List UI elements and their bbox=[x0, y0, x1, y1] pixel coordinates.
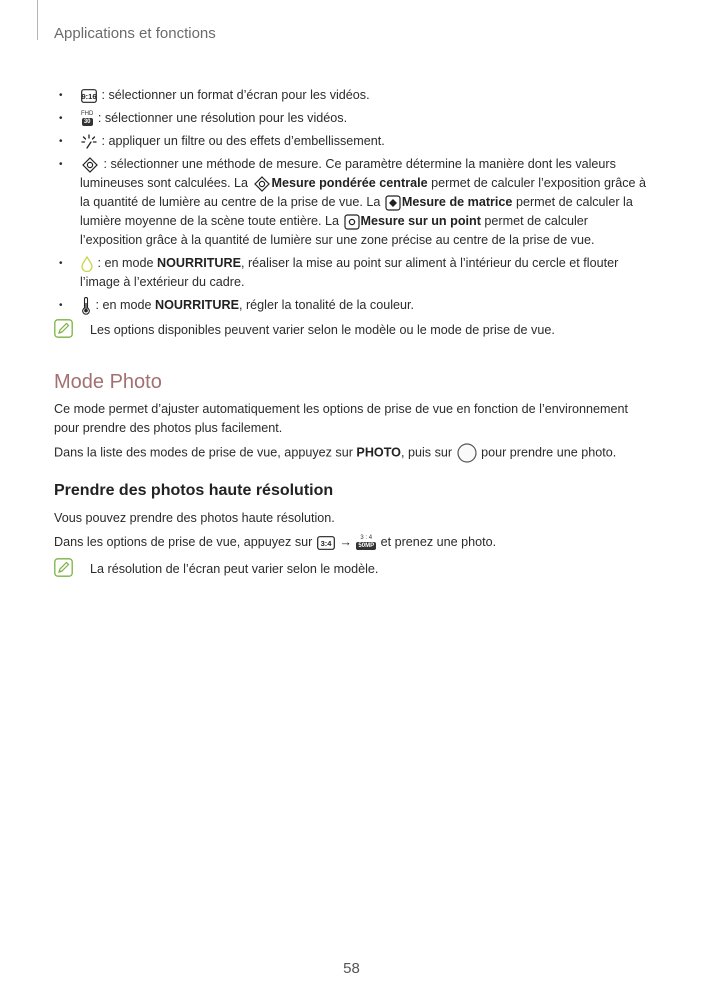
section-intro: Ce mode permet d’ajuster automatiquement les options de prise de vue en fonction de l’environnement pour prendre des photos plus facilement. bbox=[54, 402, 629, 435]
note-text: Les options disponibles peuvent varier selon le modèle ou le mode de prise de vue. bbox=[90, 323, 555, 337]
section-instruction bbox=[54, 443, 650, 463]
subsection-instruction bbox=[54, 533, 650, 552]
bullet-dot: • bbox=[59, 136, 63, 147]
bullet-text: : appliquer un filtre ou des effets d’embellissement. bbox=[98, 134, 385, 148]
subsection-title: Prendre des photos haute résolution bbox=[54, 482, 334, 499]
instruction-text: Dans les options de prise de vue, appuyez sur bbox=[54, 535, 316, 549]
list-item bbox=[54, 296, 650, 315]
page-number: 58 bbox=[343, 960, 360, 977]
mp-badge: 50MP bbox=[358, 543, 375, 550]
instruction-text: et prenez une photo. bbox=[377, 535, 497, 549]
list-item bbox=[54, 254, 650, 292]
list-item bbox=[54, 132, 650, 151]
food-focus-drop-icon bbox=[81, 256, 93, 272]
bullet-text: permet de calculer l’exposition grâce à la quantité de lumière sur une zone précise au centre de la prise de vue. bbox=[80, 214, 595, 247]
bullet-text: : en mode bbox=[94, 256, 158, 270]
ratio-34-label: 3:4 bbox=[320, 538, 332, 548]
matrix-metering-icon bbox=[385, 195, 401, 211]
aspect-ratio-label: 9:16 bbox=[81, 91, 97, 101]
bullet-dot: • bbox=[59, 159, 63, 170]
bullet-dot: • bbox=[59, 113, 63, 124]
bullet-text: : sélectionner un format d’écran pour les vidéos. bbox=[98, 88, 370, 102]
subsection-intro: Vous pouvez prendre des photos haute résolution. bbox=[54, 511, 335, 525]
option-list bbox=[54, 86, 650, 315]
bullet-dot: • bbox=[59, 300, 63, 311]
bullet-text: permet de calculer la lumière moyenne de la scène toute entière. La bbox=[80, 195, 633, 228]
fps-badge: 30 bbox=[83, 119, 91, 126]
note-pencil-icon bbox=[54, 558, 73, 583]
instruction-text: , puis sur bbox=[400, 445, 456, 460]
bullet-text: , réaliser la mise au point sur aliment à l’intérieur du cercle et flouter l’image à l’extérieur du cadre. bbox=[80, 256, 619, 289]
bullet-text: permet de calculer l’exposition grâce à la quantité de lumière au centre de la prise de vue. La bbox=[80, 176, 647, 209]
list-item bbox=[54, 109, 650, 128]
list-item bbox=[54, 155, 650, 250]
page-header: Applications et fonctions bbox=[54, 25, 216, 42]
page-content bbox=[54, 86, 650, 579]
video-resolution-icon bbox=[81, 111, 93, 126]
food-mode-label: NOURRITURE bbox=[157, 256, 241, 270]
note bbox=[54, 560, 650, 579]
center-weighted-label: Mesure pondérée centrale bbox=[271, 176, 428, 190]
aspect-ratio-icon bbox=[81, 89, 97, 103]
resolution-50mp-icon bbox=[356, 535, 376, 550]
spot-metering-label: Mesure sur un point bbox=[360, 214, 481, 228]
bullet-dot: • bbox=[59, 258, 63, 269]
ratio-34-icon bbox=[317, 536, 335, 550]
spot-metering-icon bbox=[344, 214, 360, 230]
note-text: La résolution de l’écran peut varier selon le modèle. bbox=[90, 562, 379, 576]
fhd-label: FHD bbox=[81, 111, 94, 118]
list-item bbox=[54, 86, 650, 105]
photo-mode-label: PHOTO bbox=[356, 445, 401, 460]
bullet-text: : sélectionner une méthode de mesure. Ce paramètre détermine la manière dont les valeurs lumineuses sont calculées. La bbox=[80, 157, 616, 190]
instruction-text: Dans la liste des modes de prise de vue, appuyez sur bbox=[54, 445, 357, 460]
note bbox=[54, 321, 650, 340]
shutter-button-icon bbox=[457, 443, 477, 463]
instruction-text: pour prendre une photo. bbox=[477, 445, 617, 460]
filter-effects-icon bbox=[81, 134, 97, 149]
food-mode-label: NOURRITURE bbox=[155, 298, 239, 312]
section-title: Mode Photo bbox=[54, 371, 162, 393]
bullet-text: : sélectionner une résolution pour les vidéos. bbox=[94, 111, 348, 125]
arrow-text: → bbox=[335, 535, 356, 549]
thermometer-icon bbox=[81, 297, 91, 315]
center-weighted-icon bbox=[253, 176, 271, 192]
note-pencil-icon bbox=[54, 319, 73, 344]
metering-icon bbox=[81, 157, 99, 173]
bullet-text: , régler la tonalité de la couleur. bbox=[238, 298, 415, 312]
header-divider-line bbox=[37, 0, 38, 40]
matrix-metering-label: Mesure de matrice bbox=[401, 195, 513, 209]
ratio-small-label: 3 : 4 bbox=[360, 535, 373, 542]
bullet-text: : en mode bbox=[92, 298, 156, 312]
bullet-dot: • bbox=[59, 90, 63, 101]
